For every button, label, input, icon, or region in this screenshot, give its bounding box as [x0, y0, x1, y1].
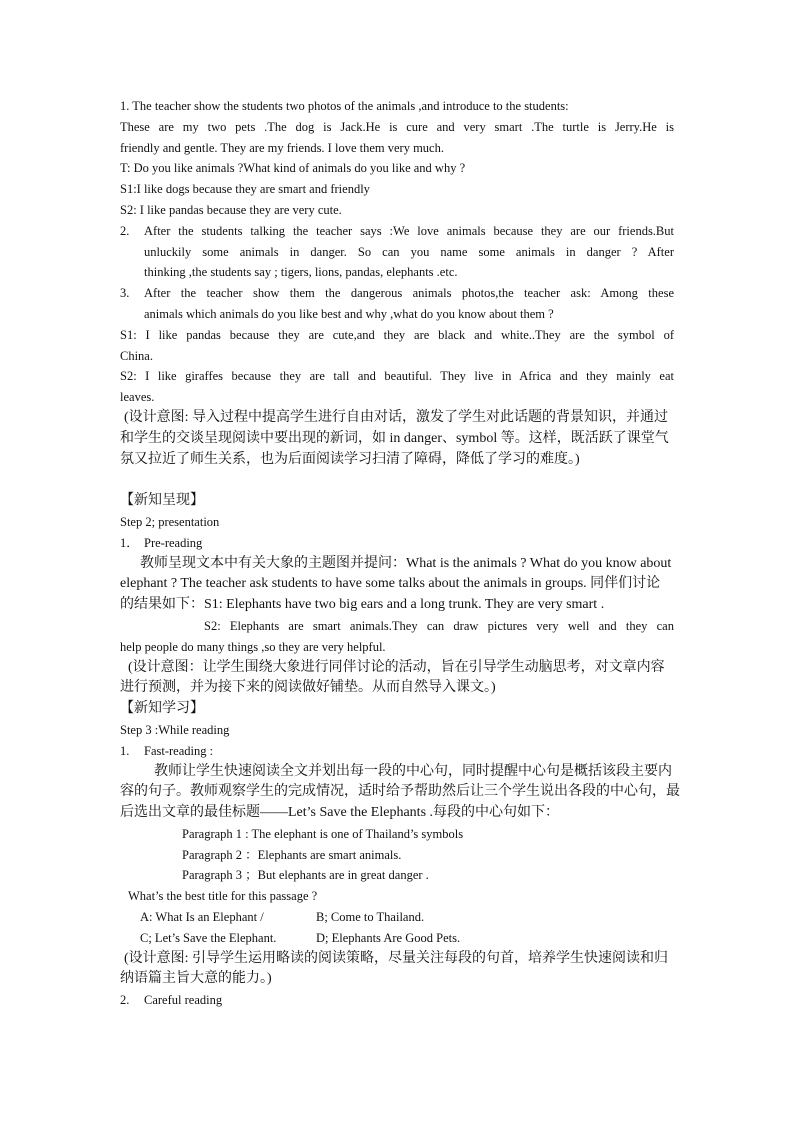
design-intent-note: (设计意图：让学生围绕大象进行同伴讨论的活动，旨在引导学生动脑思考，对文章内容: [128, 659, 665, 675]
sub-step: [120, 533, 674, 554]
design-intent-note: 纳语篇主旨大意的能力。): [120, 971, 272, 987]
intro-step-2: [120, 221, 674, 242]
intro-step-3: [120, 283, 674, 304]
sub-step: [120, 741, 674, 762]
section-heading: 【新知学习】: [120, 701, 204, 717]
design-intent-note: 和学生的交谈呈现阅读中要出现的新词，如 in danger、symbol 等。这样，既活跃了课堂气: [120, 430, 669, 446]
student-answer: S1:I like dogs because they are smart and friendly: [120, 182, 370, 197]
design-intent-note: (设计意图: 引导学生运用略读的阅读策略，尽量关注每段的句首，培养学生快速阅读和归: [124, 950, 669, 966]
list-text: After the teacher show them the dangerous animals photos,the teacher ask: Among these: [144, 286, 674, 301]
body-paragraph: 教师呈现文本中有关大象的主题图并提问：What is the animals ? What do you know about: [140, 555, 672, 571]
design-intent-note: 进行预测，并为接下来的阅读做好铺垫。从而自然导入课文。): [120, 680, 496, 696]
list-text: Pre-reading: [144, 535, 203, 550]
student-answer: S2: I like pandas because they are very cute.: [120, 202, 342, 217]
student-answer: leaves.: [120, 390, 155, 405]
student-answer: S2: Elephants are smart animals.They can draw pictures very well and they can: [204, 618, 674, 633]
list-number: 2.: [120, 993, 130, 1008]
teacher-speech-line: These are my two pets .The dog is Jack.He is cure and very smart .The turtle is Jerry.He is: [120, 119, 674, 134]
document-page: [120, 96, 680, 1011]
design-intent-note: (设计意图: 导入过程中提高学生进行自由对话，激发了学生对此话题的背景知识，并通过: [124, 409, 669, 425]
paragraph-topic-sentence: Paragraph 2 ：Elephants are smart animals.: [182, 847, 402, 862]
option-c: C; Let’s Save the Elephant.: [140, 930, 277, 945]
list-number: 2.: [120, 223, 130, 238]
list-text: After the students talking the teacher says :We love animals because they are our friends.But: [144, 223, 674, 238]
list-continuation: unluckily some animals in danger. So can you name some animals in danger ? After: [144, 244, 674, 259]
intro-step-1: 1. The teacher show the students two photos of the animals ,and introduce to the students:: [120, 99, 569, 113]
options-row: [120, 907, 674, 928]
body-paragraph: 容的句子。教师观察学生的完成情况，适时给予帮助然后让三个学生说出各段的中心句，最: [120, 784, 680, 800]
teacher-speech-line: friendly and gentle. They are my friends. I love them very much.: [120, 140, 444, 155]
section-heading: 【新知呈现】: [120, 493, 204, 509]
list-text: Careful reading: [144, 993, 223, 1008]
list-number: 3.: [120, 286, 130, 301]
option-b: B; Come to Thailand.: [316, 910, 425, 925]
list-number: 1．: [120, 535, 139, 550]
design-intent-note: 氛又拉近了师生关系，也为后面阅读学习扫清了障碍，降低了学习的难度。): [120, 451, 580, 467]
options-row: [120, 928, 674, 949]
student-answer: China.: [120, 348, 153, 363]
option-a: A: What Is an Elephant /: [140, 910, 264, 925]
student-answer: S1: I like pandas because they are cute,and they are black and white..They are the symbol of: [120, 327, 674, 342]
teacher-question: T: Do you like animals ?What kind of animals do you like and why ?: [120, 161, 466, 176]
list-continuation: animals which animals do you like best and why ,what do you know about them ?: [144, 306, 554, 321]
paragraph-topic-sentence: Paragraph 1 : The elephant is one of Thailand’s symbols: [182, 826, 464, 841]
question: What’s the best title for this passage ?: [128, 889, 318, 904]
student-answer: help people do many things ,so they are very helpful.: [120, 639, 386, 654]
sub-step: [120, 990, 674, 1011]
list-continuation: thinking ,the students say ; tigers, lions, pandas, elephants .etc.: [144, 265, 458, 280]
option-d: D; Elephants Are Good Pets.: [316, 930, 461, 945]
body-paragraph: elephant ? The teacher ask students to have some talks about the animals in groups. 同伴们讨论: [120, 576, 661, 592]
student-answer: S2: I like giraffes because they are tall and beautiful. They live in Africa and they mainly eat: [120, 369, 674, 384]
blank-line: [120, 470, 674, 491]
step-heading: Step 3 :While reading: [120, 722, 230, 737]
body-paragraph: 教师让学生快速阅读全文并划出每一段的中心句，同时提醒中心句是概括该段主要内: [154, 763, 672, 779]
body-paragraph: 后选出文章的最佳标题——Let’s Save the Elephants .每段的中心句如下：: [120, 805, 560, 821]
step-heading: Step 2; presentation: [120, 514, 220, 529]
list-text: Fast-reading :: [144, 743, 214, 758]
paragraph-topic-sentence: Paragraph 3 ；But elephants are in great danger .: [182, 868, 429, 883]
body-paragraph: 的结果如下：S1: Elephants have two big ears and a long trunk. They are very smart .: [120, 597, 605, 613]
list-number: 1.: [120, 743, 130, 758]
